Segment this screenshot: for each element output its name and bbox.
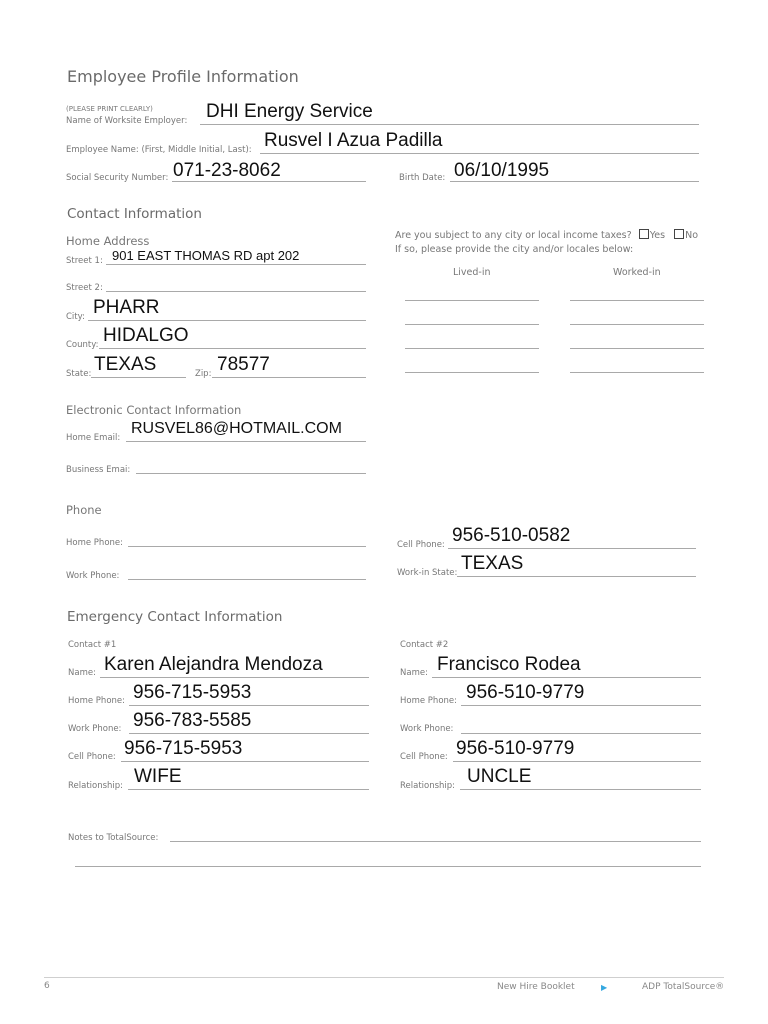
local-tax-followup: If so, please provide the city and/or locales below: — [395, 244, 634, 255]
contact1-home-field[interactable]: 956-715-5953 — [133, 682, 252, 703]
contact1-home-underline — [129, 705, 369, 706]
city-underline — [88, 320, 366, 321]
contact2-work-underline — [461, 733, 701, 734]
birth-date-label: Birth Date: — [399, 173, 446, 183]
cell-phone-underline — [448, 548, 696, 549]
state-underline — [91, 377, 186, 378]
lived-in-line[interactable] — [405, 324, 539, 325]
street1-label: Street 1: — [66, 256, 103, 266]
brand-name: ADP TotalSource® — [642, 982, 725, 992]
employee-name-underline — [260, 153, 699, 154]
employer-field[interactable]: DHI Energy Service — [206, 101, 373, 122]
business-email-underline — [136, 473, 366, 474]
employee-name-label: Employee Name: (First, Middle Initial, Last): — [66, 145, 252, 155]
ssn-underline — [172, 181, 366, 182]
street2-underline — [106, 291, 366, 292]
contact1-relationship-underline — [128, 789, 369, 790]
work-phone-underline — [128, 579, 366, 580]
worked-in-label: Worked-in — [613, 267, 661, 278]
cell-phone-field[interactable]: 956-510-0582 — [452, 525, 571, 546]
booklet-name: New Hire Booklet — [497, 982, 575, 992]
worked-in-line[interactable] — [570, 324, 704, 325]
contact2-title: Contact #2 — [400, 640, 449, 650]
employer-underline — [200, 124, 699, 125]
yes-checkbox[interactable] — [639, 229, 649, 239]
contact1-home-label: Home Phone: — [68, 696, 125, 706]
contact2-name-label: Name: — [400, 668, 428, 678]
contact1-name-label: Name: — [68, 668, 96, 678]
contact2-relationship-label: Relationship: — [400, 781, 456, 791]
notes-underline-2 — [75, 866, 701, 867]
page-number: 6 — [44, 981, 50, 991]
contact1-relationship-field[interactable]: WIFE — [134, 766, 182, 787]
zip-underline — [212, 377, 366, 378]
work-state-underline — [457, 576, 696, 577]
birth-date-underline — [450, 181, 699, 182]
contact1-cell-label: Cell Phone: — [68, 752, 116, 762]
work-state-field[interactable]: TEXAS — [461, 553, 524, 574]
zip-label: Zip: — [195, 369, 212, 379]
contact2-work-label: Work Phone: — [400, 724, 454, 734]
phone-heading: Phone — [66, 503, 102, 517]
footer-rule — [44, 977, 724, 978]
home-email-underline — [126, 441, 366, 442]
employee-name-field[interactable]: Rusvel I Azua Padilla — [264, 130, 443, 151]
street2-label: Street 2: — [66, 283, 103, 293]
contact1-cell-field[interactable]: 956-715-5953 — [124, 738, 243, 759]
local-tax-question — [395, 229, 698, 241]
lived-in-line[interactable] — [405, 300, 539, 301]
contact2-cell-label: Cell Phone: — [400, 752, 448, 762]
home-email-label: Home Email: — [66, 433, 121, 443]
street1-field[interactable]: 901 EAST THOMAS RD apt 202 — [112, 248, 300, 263]
local-tax-question-text: Are you subject to any city or local income taxes? — [395, 230, 632, 241]
business-email-label: Business Emai: — [66, 465, 131, 475]
home-email-field[interactable]: RUSVEL86@HOTMAIL.COM — [131, 420, 342, 437]
no-label: No — [685, 230, 699, 241]
ssn-label: Social Security Number: — [66, 173, 169, 183]
contact2-relationship-underline — [460, 789, 701, 790]
worked-in-line[interactable] — [570, 348, 704, 349]
contact1-cell-underline — [121, 761, 369, 762]
state-field[interactable]: TEXAS — [94, 354, 157, 375]
county-underline — [99, 348, 366, 349]
contact1-title: Contact #1 — [68, 640, 117, 650]
zip-field[interactable]: 78577 — [217, 354, 270, 375]
contact1-work-label: Work Phone: — [68, 724, 122, 734]
work-phone-label: Work Phone: — [66, 571, 120, 581]
notes-underline — [170, 841, 701, 842]
contact2-cell-underline — [453, 761, 701, 762]
emergency-heading: Emergency Contact Information — [67, 609, 283, 625]
county-field[interactable]: HIDALGO — [103, 325, 189, 346]
contact1-relationship-label: Relationship: — [68, 781, 124, 791]
street1-underline — [106, 264, 366, 265]
worked-in-line[interactable] — [570, 372, 704, 373]
contact2-name-field[interactable]: Francisco Rodea — [437, 654, 581, 675]
contact-heading: Contact Information — [67, 206, 202, 222]
print-clearly-note: (PLEASE PRINT CLEARLY) — [66, 105, 153, 113]
lived-in-label: Lived-in — [453, 267, 491, 278]
state-label: State: — [66, 369, 92, 379]
contact1-work-underline — [129, 733, 369, 734]
contact1-work-field[interactable]: 956-783-5585 — [133, 710, 252, 731]
home-address-label: Home Address — [66, 234, 150, 248]
work-state-label: Work-in State: — [397, 568, 458, 578]
home-phone-underline — [128, 546, 366, 547]
city-label: City: — [66, 312, 85, 322]
notes-label: Notes to TotalSource: — [68, 833, 159, 843]
contact2-relationship-field[interactable]: UNCLE — [467, 766, 532, 787]
triangle-icon: ▶ — [601, 983, 608, 992]
page-title: Employee Profile Information — [67, 67, 299, 86]
lived-in-line[interactable] — [405, 372, 539, 373]
contact1-name-underline — [100, 677, 369, 678]
birth-date-field[interactable]: 06/10/1995 — [454, 160, 550, 181]
lived-in-line[interactable] — [405, 348, 539, 349]
contact2-home-underline — [461, 705, 701, 706]
home-phone-label: Home Phone: — [66, 538, 123, 548]
ssn-field[interactable]: 071-23-8062 — [173, 160, 281, 181]
cell-phone-label: Cell Phone: — [397, 540, 445, 550]
worked-in-line[interactable] — [570, 300, 704, 301]
yes-label: Yes — [649, 230, 666, 241]
city-field[interactable]: PHARR — [93, 297, 160, 318]
employer-label: Name of Worksite Employer: — [66, 116, 188, 126]
contact2-home-field[interactable]: 956-510-9779 — [466, 682, 585, 703]
electronic-heading: Electronic Contact Information — [66, 403, 242, 417]
contact2-home-label: Home Phone: — [400, 696, 457, 706]
contact2-name-underline — [432, 677, 701, 678]
no-checkbox[interactable] — [674, 229, 684, 239]
county-label: County: — [66, 340, 99, 350]
contact1-name-field[interactable]: Karen Alejandra Mendoza — [104, 654, 323, 675]
contact2-cell-field[interactable]: 956-510-9779 — [456, 738, 575, 759]
